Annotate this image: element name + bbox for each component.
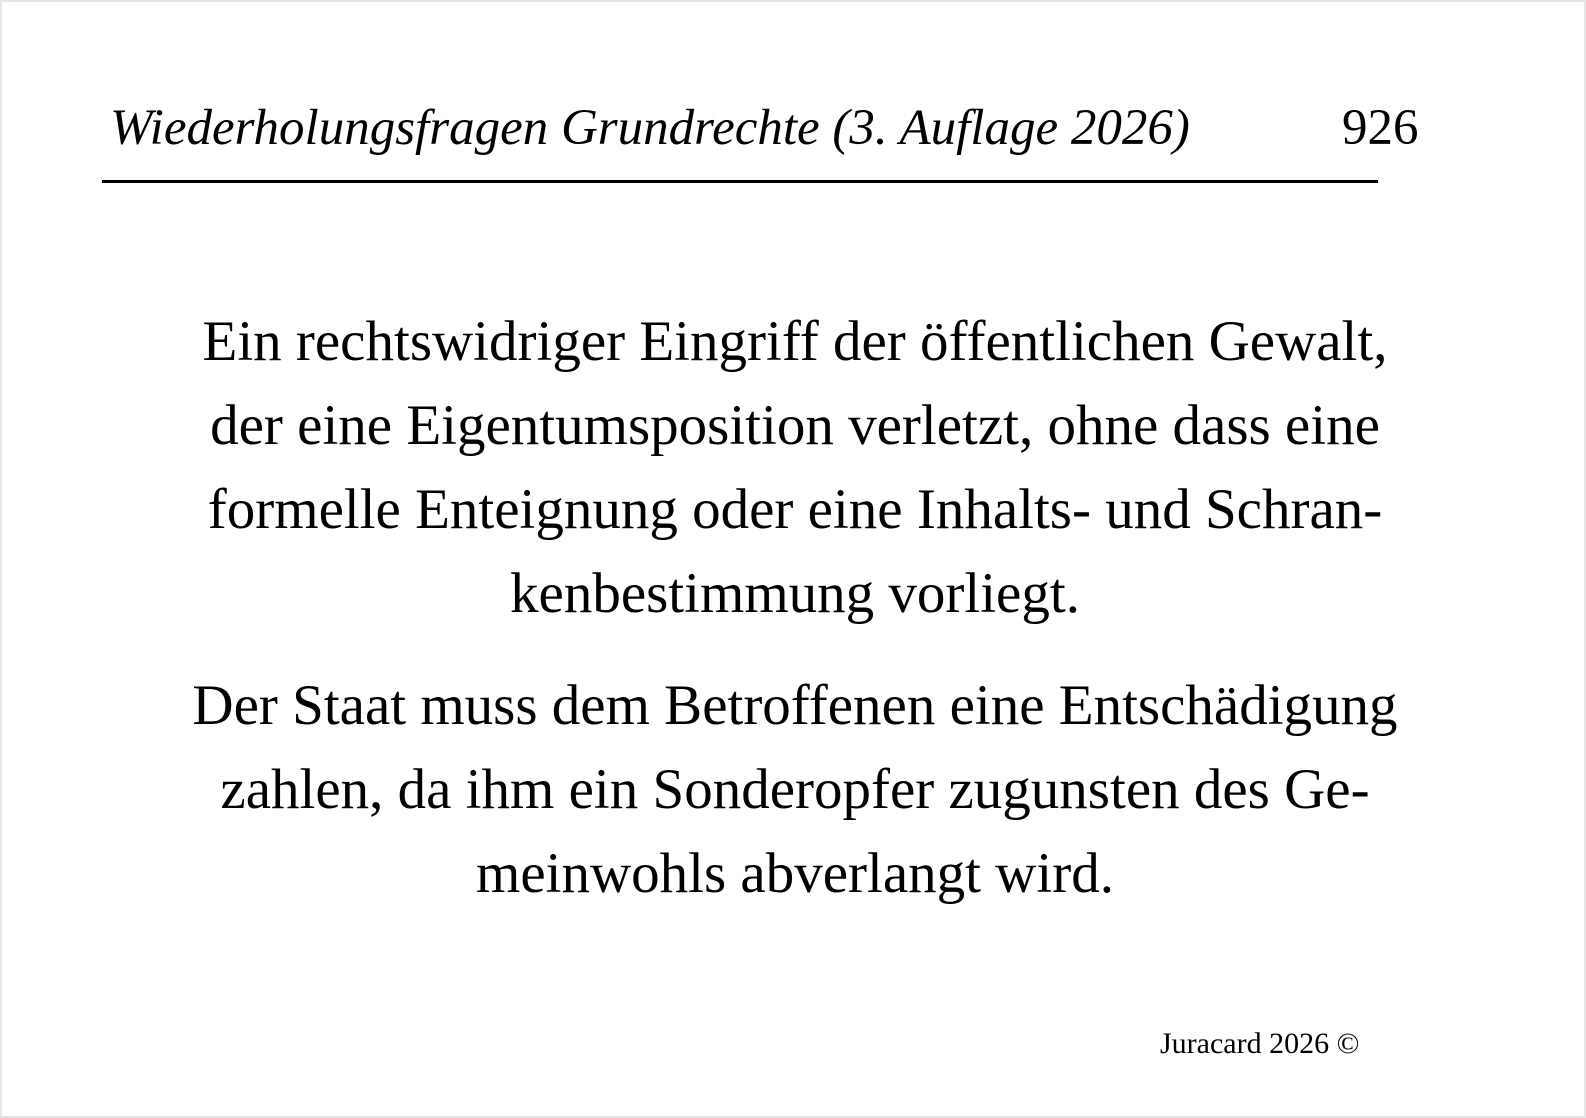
- footer-copyright: Juracard 2026 ©: [1160, 1027, 1360, 1060]
- answer-line: kenbestimmung vorliegt.: [510, 562, 1080, 625]
- header-title: Wiederholungsfragen Grundrechte (3. Auflage 2026): [110, 100, 1190, 156]
- answer-line: formelle Enteignung oder eine Inhalts- und Schran-: [207, 478, 1383, 541]
- answer-line: zahlen, da ihm ein Sonderopfer zugunsten des Ge-: [220, 758, 1370, 821]
- header-divider: [102, 180, 1378, 183]
- answer-line: meinwohls abverlangt wird.: [476, 842, 1114, 905]
- answer-line: Ein rechtswidriger Eingriff der öffentlichen Gewalt,: [202, 310, 1388, 373]
- answer-paragraph-definition: [102, 300, 1488, 636]
- answer-paragraph-consequence: [102, 664, 1488, 916]
- page-number: 926: [1342, 100, 1419, 156]
- answer-line: der eine Eigentumsposition verletzt, ohne dass eine: [210, 394, 1380, 457]
- answer-line: Der Staat muss dem Betroffenen eine Entschädigung: [192, 674, 1398, 737]
